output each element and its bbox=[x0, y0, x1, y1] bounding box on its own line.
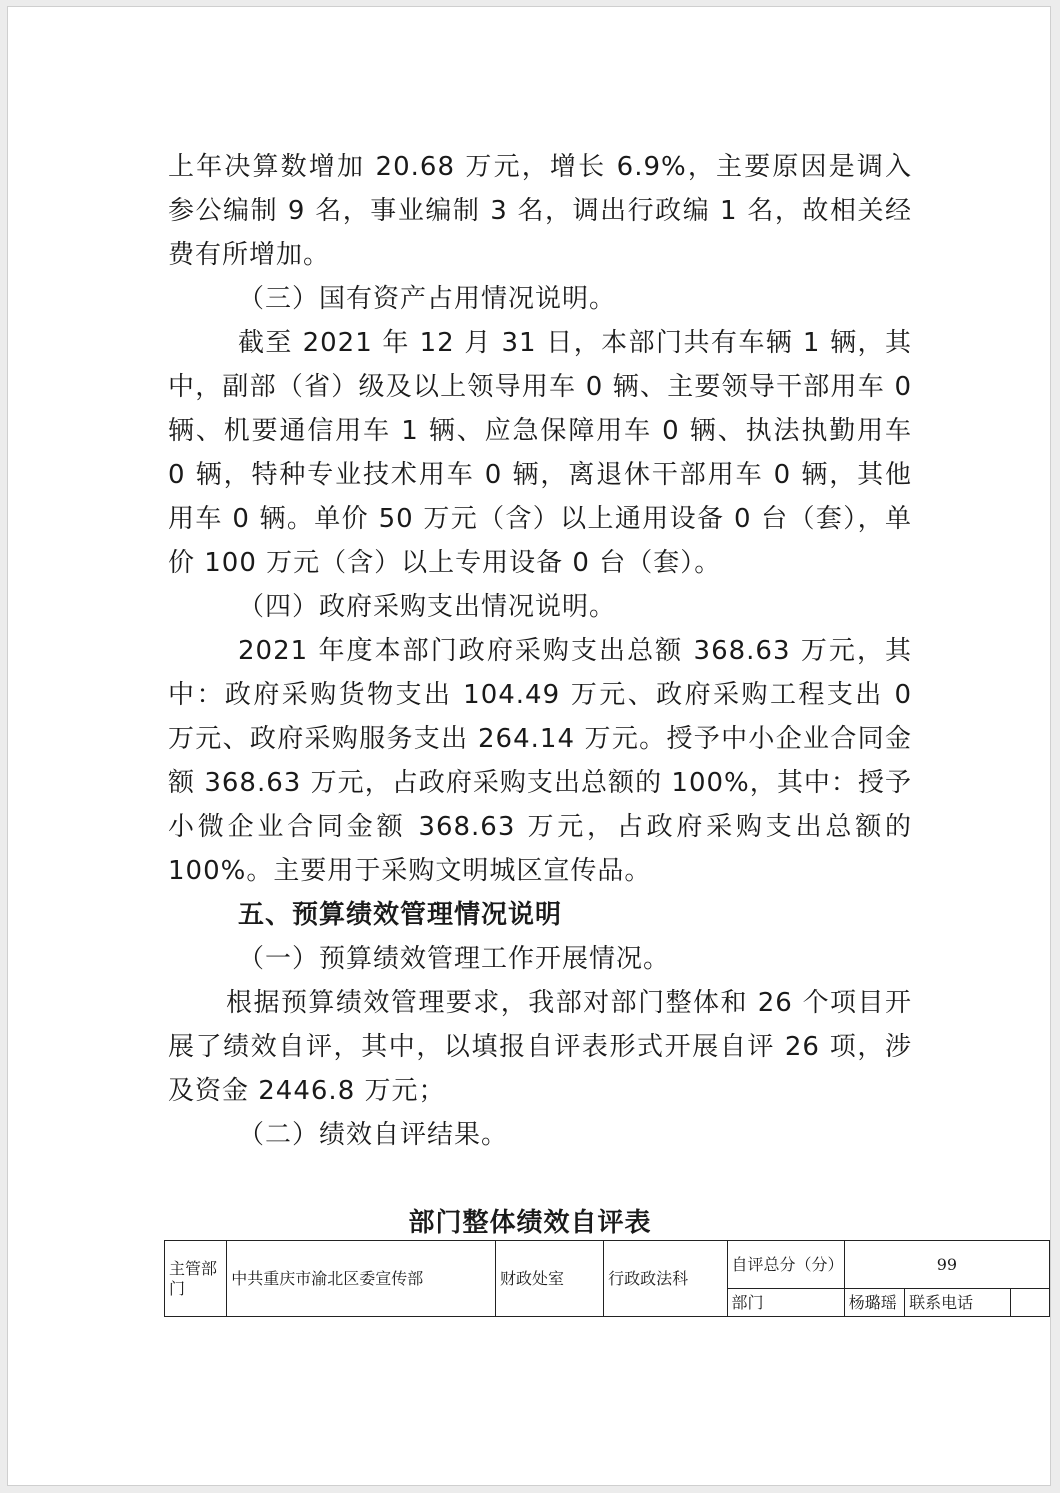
dept-label: 部门 bbox=[727, 1289, 844, 1317]
paragraph-continuation: 上年决算数增加 20.68 万元，增长 6.9%，主要原因是调入参公编制 9 名，事业编制 3 名，调出行政编 1 名，故相关经费有所增加。 bbox=[168, 152, 912, 270]
self-eval-table bbox=[164, 1240, 1050, 1317]
subheading-self-eval-results: （二）绩效自评结果。 bbox=[238, 1120, 509, 1150]
section-heading-performance: 五、预算绩效管理情况说明 bbox=[238, 900, 563, 930]
document-body bbox=[168, 145, 912, 1157]
finance-section-value: 行政政法科 bbox=[604, 1241, 727, 1317]
document-page bbox=[7, 6, 1051, 1486]
paragraph-performance-work: 根据预算绩效管理要求，我部对部门整体和 26 个项目开展了绩效自评，其中，以填报自评表形式开展自评 26 项，涉及资金 2446.8 万元； bbox=[168, 988, 912, 1106]
table-row bbox=[165, 1241, 1050, 1289]
paragraph-procurement: 2021 年度本部门政府采购支出总额 368.63 万元，其中：政府采购货物支出 104.49 万元、政府采购工程支出 0 万元、政府采购服务支出 264.14 万元。授予中小企业合同金额 368.63 万元，占政府采购支出总额的 100%，其中：授予小微企业合同金额 368.63 万元，占政府采购支出总额的 100%。主要用于采购文明城区宣传品。 bbox=[168, 636, 912, 886]
subheading-assets: （三）国有资产占用情况说明。 bbox=[238, 284, 617, 314]
total-score-value: 99 bbox=[844, 1241, 1049, 1289]
total-score-label: 自评总分（分） bbox=[727, 1241, 844, 1289]
contact-phone-label: 联系电话 bbox=[905, 1289, 1011, 1317]
subheading-procurement: （四）政府采购支出情况说明。 bbox=[238, 592, 617, 622]
finance-office-label: 财政处室 bbox=[495, 1241, 603, 1317]
subheading-performance-work: （一）预算绩效管理工作开展情况。 bbox=[238, 944, 671, 974]
contact-name: 杨璐瑶 bbox=[844, 1289, 904, 1317]
contact-phone-value bbox=[1011, 1289, 1050, 1317]
paragraph-assets: 截至 2021 年 12 月 31 日，本部门共有车辆 1 辆，其中，副部（省）级及以上领导用车 0 辆、主要领导干部用车 0 辆、机要通信用车 1 辆、应急保障用车 0 辆、执法执勤用车 0 辆，特种专业技术用车 0 辆，离退休干部用车 0 辆，其他用车 0 辆。单价 50 万元（含）以上通用设备 0 台（套），单价 100 万元（含）以上专用设备 0 台（套）。 bbox=[168, 328, 912, 578]
supervising-dept-label: 主管部门 bbox=[165, 1241, 227, 1317]
table-title: 部门整体绩效自评表 bbox=[408, 1208, 652, 1238]
supervising-dept-value: 中共重庆市渝北区委宣传部 bbox=[227, 1241, 496, 1317]
